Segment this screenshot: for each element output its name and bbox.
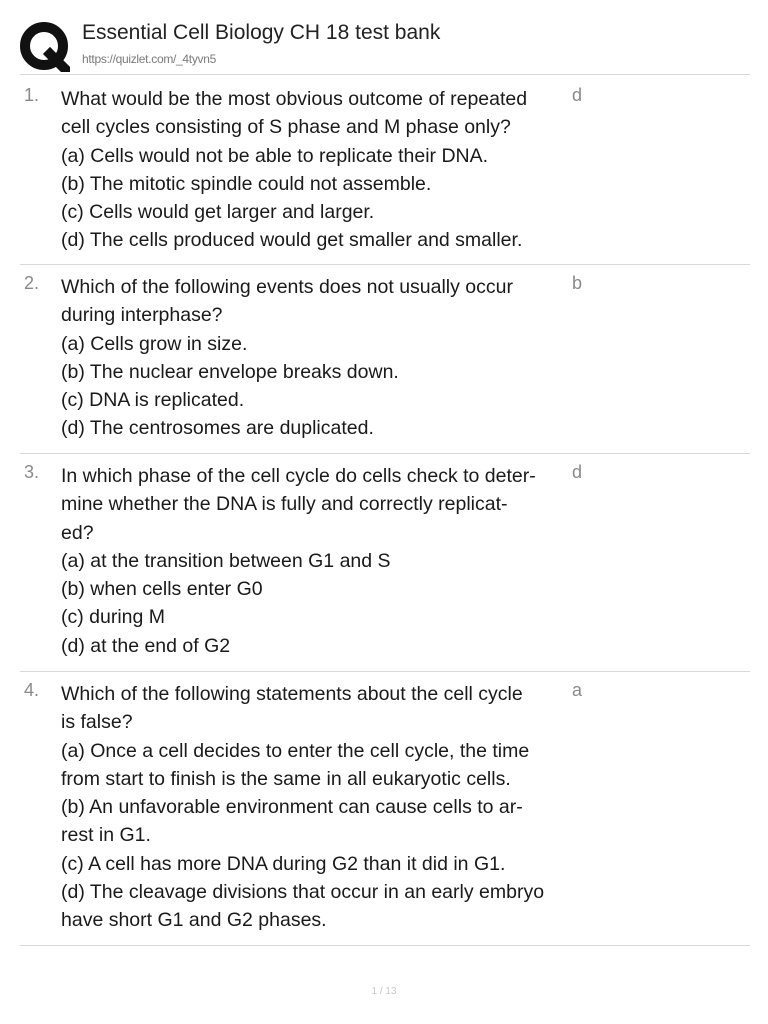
option-line: (a) Cells grow in size.: [61, 332, 248, 355]
page-header: [20, 20, 750, 72]
answer-key: d: [572, 462, 583, 482]
answer-key: d: [572, 85, 583, 105]
option-line: (c) DNA is replicated.: [61, 389, 245, 412]
question-line: Which of the following statements about the cell cycle: [61, 683, 523, 705]
answer-key: a: [572, 680, 583, 700]
question-line: cell cycles consisting of S phase and M phase only?: [61, 116, 511, 139]
question-text: [61, 85, 571, 255]
option-line: (b) The mitotic spindle could not assemble.: [61, 172, 432, 195]
quizlet-logo-icon: [20, 22, 70, 72]
question-line: Which of the following events does not usually occur: [61, 276, 513, 298]
question-number: 4.: [24, 680, 40, 700]
page-indicator: 1 / 13: [371, 986, 397, 997]
option-line: (d) The centrosomes are duplicated.: [61, 417, 374, 440]
question-number: 2.: [24, 273, 40, 293]
question-line: In which phase of the cell cycle do cells check to deter-: [61, 465, 536, 487]
question-text: [61, 273, 571, 443]
option-line: (b) when cells enter G0: [61, 578, 263, 601]
question-number: 1.: [24, 85, 40, 105]
option-line: (d) at the end of G2: [61, 634, 231, 657]
document-url[interactable]: https://quizlet.com/_4tyvn5: [82, 52, 216, 66]
answer-key: b: [572, 273, 583, 293]
option-line: (c) during M: [61, 606, 166, 629]
document-title: Essential Cell Biology CH 18 test bank: [82, 21, 441, 44]
divider: [20, 74, 750, 75]
question-line: What would be the most obvious outcome of repeated: [61, 88, 528, 110]
question-line: ed?: [61, 521, 94, 544]
option-line: (b) The nuclear envelope breaks down.: [61, 360, 399, 383]
divider: [20, 671, 750, 672]
question-line: during interphase?: [61, 304, 223, 327]
question-text: [61, 462, 571, 660]
option-line: (c) A cell has more DNA during G2 than it did in G1.: [61, 852, 506, 875]
divider: [20, 264, 750, 265]
option-line: (b) An unfavorable environment can cause cells to ar-: [61, 796, 523, 819]
divider: [20, 453, 750, 454]
option-line: (a) Cells would not be able to replicate their DNA.: [61, 144, 489, 167]
option-line: have short G1 and G2 phases.: [61, 909, 327, 932]
divider: [20, 945, 750, 946]
option-line: (c) Cells would get larger and larger.: [61, 201, 375, 224]
option-line: (d) The cells produced would get smaller and smaller.: [61, 229, 523, 252]
option-line: (a) at the transition between G1 and S: [61, 549, 391, 572]
option-line: rest in G1.: [61, 824, 151, 847]
option-line: from start to finish is the same in all eukaryotic cells.: [61, 767, 511, 790]
option-line: (d) The cleavage divisions that occur in an early embryo: [61, 881, 545, 904]
question-text: [61, 680, 571, 935]
question-line: mine whether the DNA is fully and correctly replicat-: [61, 493, 508, 516]
question-number: 3.: [24, 462, 40, 482]
option-line: (a) Once a cell decides to enter the cell cycle, the time: [61, 739, 530, 762]
question-line: is false?: [61, 711, 133, 734]
